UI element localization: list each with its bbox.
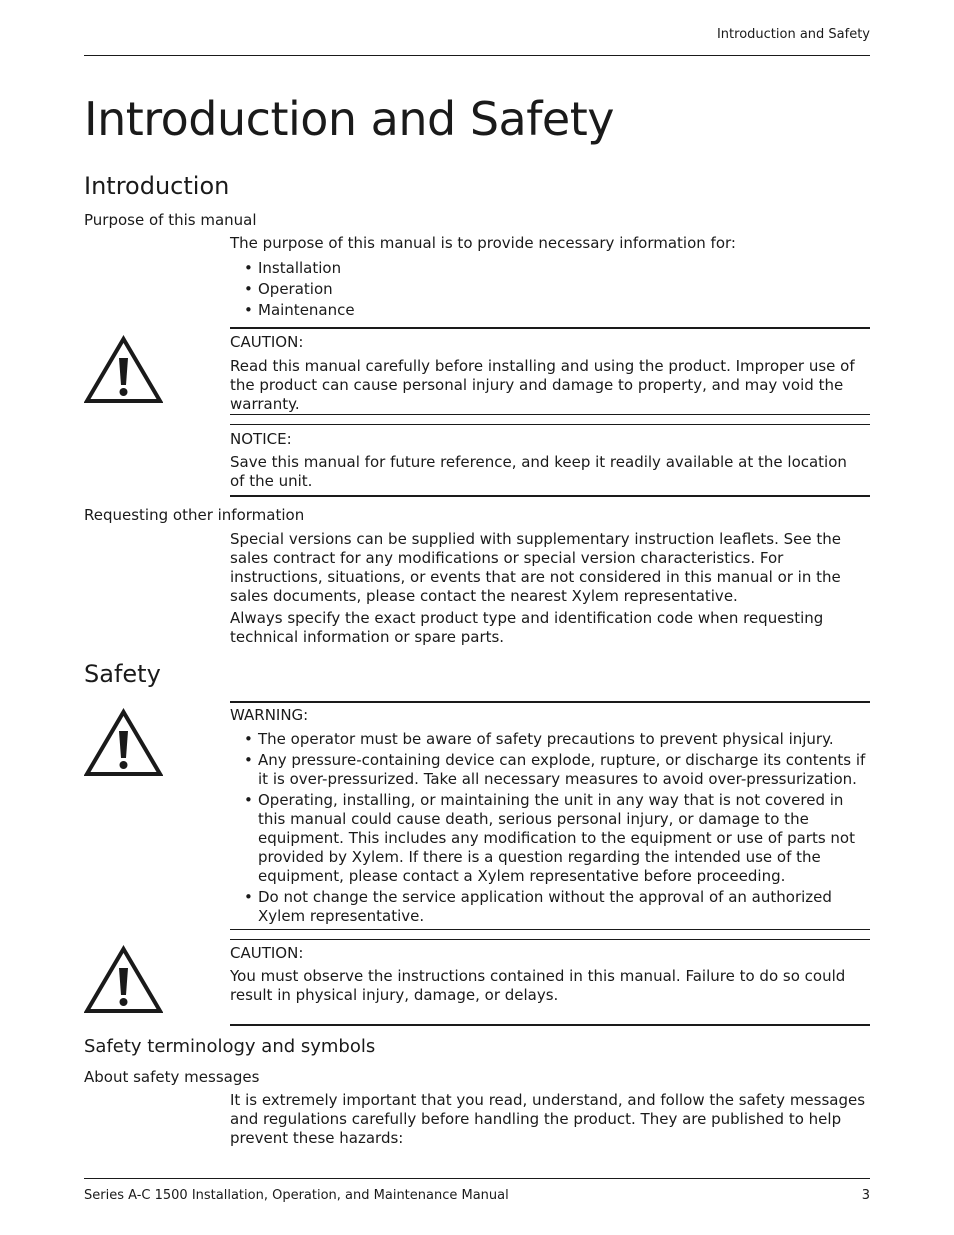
footer-rule: [84, 1178, 870, 1179]
caution2-bottom-rule: [230, 1024, 870, 1026]
caution-top-rule: [230, 327, 870, 329]
caution-label: CAUTION:: [230, 333, 304, 351]
list-item: • Operating, installing, or maintaining the unit in any way that is not covered in this manual could cause death, serious personal injury, or damage to the equipment. This includes any modification to the equipment or use of parts not provided by Xylem. If there is a question regarding the intended use of the equipment, please contact a Xylem representative before proceeding.: [244, 791, 868, 886]
caution2-text: You must observe the instructions contained in this manual. Failure to do so could result in physical injury, damage, or delays.: [230, 967, 846, 1004]
footer-manual-title: Series A-C 1500 Installation, Operation, and Maintenance Manual: [84, 1188, 509, 1203]
subheading-requesting: Requesting other information: [84, 506, 305, 524]
subheading-about-safety-messages: About safety messages: [84, 1068, 260, 1086]
header-rule: [84, 55, 870, 56]
warning-top-rule: [230, 701, 870, 703]
safety-messages-text: It is extremely important that you read, understand, and follow the safety messages and regulations carefully before handling the product. They are published to help prevent these hazards:: [230, 1091, 866, 1147]
warning-bottom-rule: [230, 929, 870, 930]
caution-bottom-rule: [230, 414, 870, 415]
subheading-purpose: Purpose of this manual: [84, 211, 257, 229]
warning-triangle-icon: [84, 945, 163, 1014]
purpose-text: The purpose of this manual is to provide necessary information for:: [230, 234, 736, 252]
notice-top-rule: [230, 424, 870, 425]
warning-label: WARNING:: [230, 706, 309, 724]
purpose-list: [244, 258, 868, 321]
requesting-paragraph-2: Always specify the exact product type and identification code when requesting technical information or spare parts.: [230, 609, 824, 646]
page-title: Introduction and Safety: [84, 92, 614, 146]
section-heading-safety: Safety: [84, 660, 161, 688]
notice-text: Save this manual for future reference, and keep it readily available at the location of the unit.: [230, 453, 847, 490]
subsection-heading-terminology: Safety terminology and symbols: [84, 1036, 376, 1057]
requesting-paragraph-1: Special versions can be supplied with supplementary instruction leaflets. See the sales contract for any modifications or special version characteristics. For instructions, situations, or events that are not considered in this manual or in the sales documents, please contact the nearest Xylem representative.: [230, 530, 842, 605]
running-header: Introduction and Safety: [716, 27, 870, 42]
list-item: • The operator must be aware of safety precautions to prevent physical injury.: [244, 730, 868, 749]
warning-list: [244, 730, 868, 926]
footer-page-number: 3: [861, 1188, 870, 1203]
list-item: • Do not change the service application without the approval of an authorized Xylem representative.: [244, 888, 868, 926]
caution-text: Read this manual carefully before installing and using the product. Improper use of the product can cause personal injury and damage to property, and may void the warranty.: [230, 357, 855, 413]
notice-label: NOTICE:: [230, 430, 292, 448]
list-item: • Any pressure-containing device can explode, rupture, or discharge its contents if it is over-pressurized. Take all necessary measures to avoid over-pressurization.: [244, 751, 868, 789]
list-item: • Installation: [244, 258, 868, 279]
caution2-label: CAUTION:: [230, 944, 304, 962]
list-item: • Maintenance: [244, 300, 868, 321]
notice-bottom-rule: [230, 495, 870, 497]
warning-triangle-icon: [84, 708, 163, 777]
section-heading-introduction: Introduction: [84, 172, 230, 200]
warning-triangle-icon: [84, 335, 163, 404]
caution2-top-rule: [230, 939, 870, 940]
list-item: • Operation: [244, 279, 868, 300]
